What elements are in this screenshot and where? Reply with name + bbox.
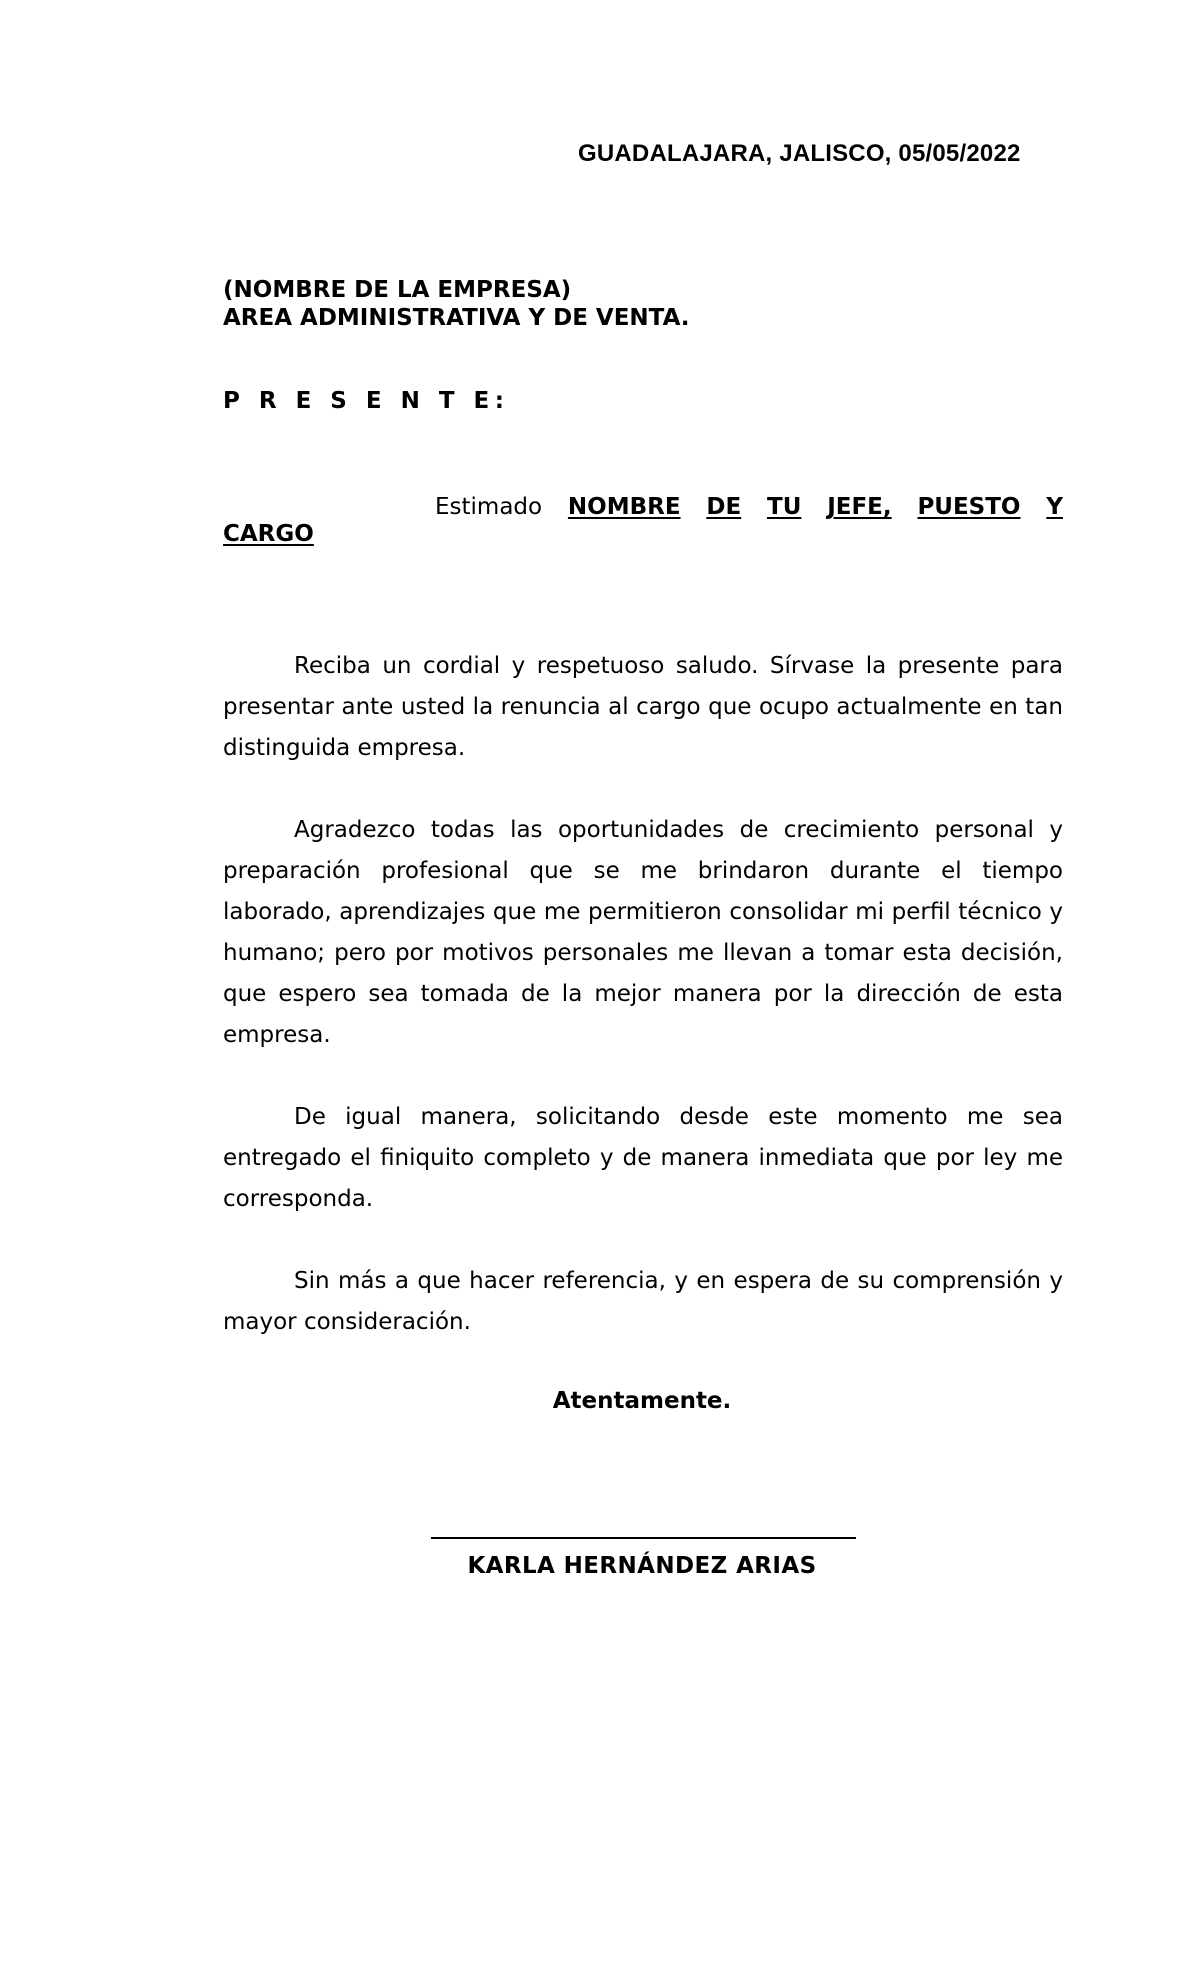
closing: Atentamente. bbox=[552, 1388, 732, 1414]
body-paragraph: De igual manera, solicitando desde este momento me sea entregado el finiquito completo y de manera inmediata que por ley me corresponda. bbox=[223, 1104, 1063, 1212]
body-paragraph: Agradezco todas las oportunidades de crecimiento personal y preparación profesional que se me brindaron durante el tiempo laborado, aprendizajes que me permitieron consolidar mi perfil técnico y humano; pero por motivos personales me llevan a tomar esta decisión, que espero sea tomada de la mejor manera por la dirección de esta empresa. bbox=[223, 817, 1063, 1048]
boss-cargo-word: CARGO bbox=[223, 521, 314, 547]
boss-name-word: NOMBRE bbox=[567, 494, 681, 520]
signature-line bbox=[431, 1537, 856, 1539]
recipient-area: AREA ADMINISTRATIVA Y DE VENTA. bbox=[223, 305, 690, 331]
signer-name: KARLA HERNÁNDEZ ARIAS bbox=[467, 1553, 817, 1579]
boss-position-word: Y bbox=[1046, 494, 1063, 520]
place-date: GUADALAJARA, JALISCO, 05/05/2022 bbox=[578, 140, 1021, 167]
recipient-block bbox=[223, 276, 690, 332]
boss-position-word: PUESTO bbox=[917, 494, 1021, 520]
salutation bbox=[223, 494, 1063, 548]
body-paragraph: Reciba un cordial y respetuoso saludo. Sírvase la presente para presentar ante usted la renuncia al cargo que ocupo actualmente en tan distinguida empresa. bbox=[223, 653, 1063, 761]
recipient-company: (NOMBRE DE LA EMPRESA) bbox=[223, 277, 572, 303]
boss-name-word: JEFE, bbox=[827, 494, 892, 520]
salutation-line bbox=[223, 494, 1063, 521]
boss-name-word: DE bbox=[706, 494, 742, 520]
body-paragraph: Sin más a que hacer referencia, y en espera de su comprensión y mayor consideración. bbox=[223, 1268, 1063, 1335]
presente-heading: P R E S E N T E: bbox=[223, 388, 510, 414]
boss-name-word: TU bbox=[767, 494, 802, 520]
salutation-greeting: Estimado bbox=[435, 494, 543, 520]
letter-body bbox=[223, 646, 1063, 1384]
